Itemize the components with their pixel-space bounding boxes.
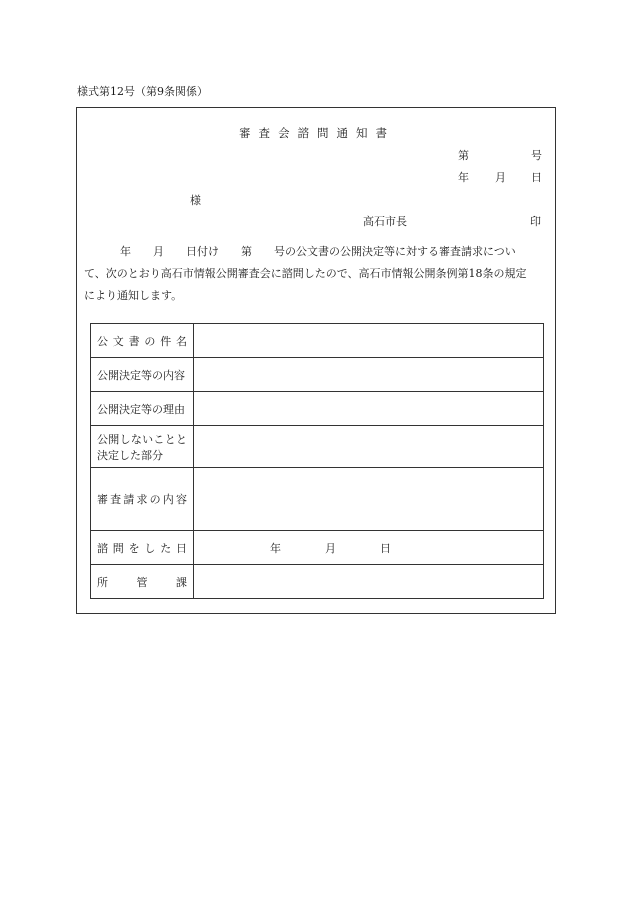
- addressee-suffix: 様: [190, 194, 201, 207]
- issuer-name: 高石市長: [363, 215, 407, 228]
- date-day: 日: [531, 171, 542, 184]
- date-month: 月: [495, 171, 506, 184]
- value-decision-reason: [194, 392, 544, 426]
- number-suffix: 号: [531, 149, 542, 162]
- table-row: [91, 468, 544, 531]
- form-number: 様式第12号（第9条関係）: [77, 85, 208, 98]
- table-row: [91, 531, 544, 565]
- label-decision-content: 公開決定等の内容: [91, 358, 194, 392]
- table-row: [91, 358, 544, 392]
- date-year: 年: [458, 171, 469, 184]
- value-request-content: [194, 468, 544, 531]
- detail-table: [90, 323, 544, 599]
- table-row: [91, 392, 544, 426]
- number-prefix: 第: [458, 149, 469, 162]
- value-undisclosed-part: [194, 426, 544, 468]
- label-undisclosed-part: 公 開 し な い こ と と 決 定 し た 部 分: [91, 426, 194, 468]
- label-decision-reason: 公開決定等の理由: [91, 392, 194, 426]
- body-line-3: により通知します。: [84, 289, 183, 302]
- document-title: 審査会諮問通知書: [239, 126, 395, 140]
- value-consultation-date: 年 月 日: [194, 531, 544, 565]
- body-line-1: 年 月 日付け 第 号の公文書の公開決定等に対する審査請求につい: [120, 245, 516, 258]
- body-text: [84, 241, 552, 307]
- notice-form: [76, 107, 556, 614]
- label-consultation-date: 諮 問 を し た 日: [91, 531, 194, 565]
- seal-mark: 印: [530, 215, 541, 228]
- label-responsible-section: 所 管 課: [91, 565, 194, 599]
- value-responsible-section: [194, 565, 544, 599]
- table-row: [91, 324, 544, 358]
- value-decision-content: [194, 358, 544, 392]
- table-row: [91, 565, 544, 599]
- table-row: [91, 426, 544, 468]
- body-line-2: て、次のとおり高石市情報公開審査会に諮問したので、高石市情報公開条例第18条の規定: [84, 267, 527, 280]
- label-request-content: 審 査 請 求 の 内 容: [91, 468, 194, 531]
- label-document-name: 公 文 書 の 件 名: [91, 324, 194, 358]
- value-document-name: [194, 324, 544, 358]
